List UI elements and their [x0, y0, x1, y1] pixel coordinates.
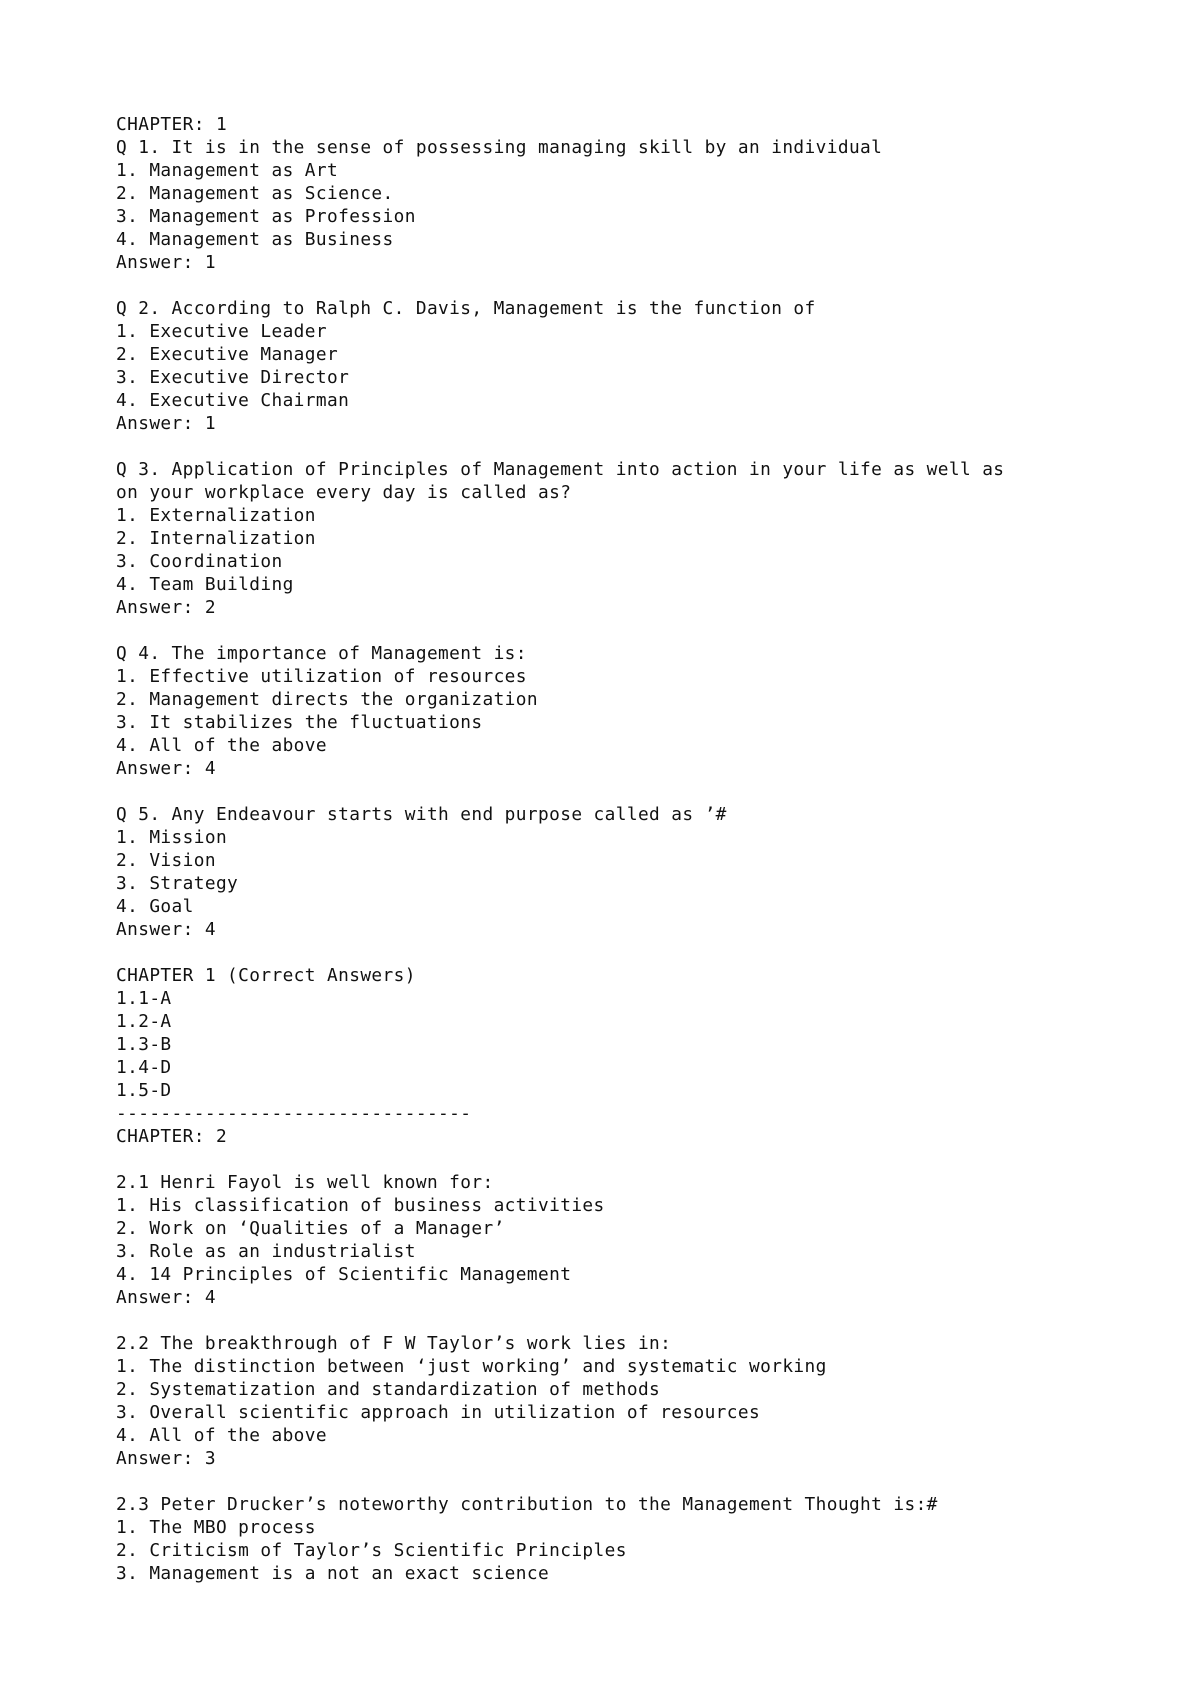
answer-option: 2. Management directs the organization	[116, 689, 538, 710]
answer-option: 1. The distinction between ‘just working’ and systematic working	[116, 1356, 827, 1377]
question-text: Q 3. Application of Principles of Management into action in your life as well as	[116, 459, 1005, 480]
answer-line: Answer: 3	[116, 1448, 216, 1469]
answer-key-entry: 1.4-D	[116, 1057, 172, 1078]
answer-line: Answer: 4	[116, 919, 216, 940]
answer-option: 1. His classification of business activities	[116, 1195, 605, 1216]
answer-option: 4. All of the above	[116, 1425, 327, 1446]
answer-line: Answer: 1	[116, 252, 216, 273]
answer-line: Answer: 4	[116, 1287, 216, 1308]
answer-option: 1. Management as Art	[116, 160, 339, 181]
spacer	[116, 1470, 1176, 1493]
answer-option: 4. 14 Principles of Scientific Management	[116, 1264, 572, 1285]
answer-option: 1. The MBO process	[116, 1517, 316, 1538]
answer-option: 3. Executive Director	[116, 367, 350, 388]
answer-key-entry: 1.3-B	[116, 1034, 172, 1055]
document-page	[116, 113, 1176, 1585]
answer-option: 3. Strategy	[116, 873, 239, 894]
answer-option: 2. Work on ‘Qualities of a Manager’	[116, 1218, 505, 1239]
chapter-heading: CHAPTER: 1	[116, 114, 228, 135]
answer-key-heading: CHAPTER 1 (Correct Answers)	[116, 965, 416, 986]
answer-line: Answer: 1	[116, 413, 216, 434]
question-text: 2.1 Henri Fayol is well known for:	[116, 1172, 494, 1193]
answer-option: 1. Mission	[116, 827, 228, 848]
answer-key-entry: 1.1-A	[116, 988, 172, 1009]
answer-option: 2. Vision	[116, 850, 216, 871]
answer-option: 2. Management as Science.	[116, 183, 394, 204]
answer-option: 1. Externalization	[116, 505, 316, 526]
spacer	[116, 1148, 1176, 1171]
question-text-continued: on your workplace every day is called as?	[116, 482, 572, 503]
question-text: Q 2. According to Ralph C. Davis, Management is the function of	[116, 298, 816, 319]
spacer	[116, 274, 1176, 297]
spacer	[116, 941, 1176, 964]
question-text: 2.3 Peter Drucker’s noteworthy contribution to the Management Thought is:#	[116, 1494, 938, 1515]
answer-option: 4. Executive Chairman	[116, 390, 350, 411]
answer-line: Answer: 2	[116, 597, 216, 618]
question-text: Q 5. Any Endeavour starts with end purpose called as ’#	[116, 804, 727, 825]
answer-option: 3. Management is a not an exact science	[116, 1563, 550, 1584]
answer-option: 3. Overall scientific approach in utilization of resources	[116, 1402, 761, 1423]
question-text: 2.2 The breakthrough of F W Taylor’s work lies in:	[116, 1333, 672, 1354]
answer-option: 2. Systematization and standardization of methods	[116, 1379, 661, 1400]
answer-option: 3. Role as an industrialist	[116, 1241, 416, 1262]
chapter-heading: CHAPTER: 2	[116, 1126, 228, 1147]
answer-option: 3. Coordination	[116, 551, 283, 572]
answer-option: 2. Criticism of Taylor’s Scientific Principles	[116, 1540, 627, 1561]
answer-line: Answer: 4	[116, 758, 216, 779]
spacer	[116, 780, 1176, 803]
answer-option: 3. Management as Profession	[116, 206, 416, 227]
answer-option: 4. Management as Business	[116, 229, 394, 250]
question-text: Q 1. It is in the sense of possessing managing skill by an individual	[116, 137, 883, 158]
answer-option: 2. Executive Manager	[116, 344, 339, 365]
spacer	[116, 435, 1176, 458]
answer-option: 4. Team Building	[116, 574, 294, 595]
answer-option: 3. It stabilizes the fluctuations	[116, 712, 483, 733]
answer-option: 1. Executive Leader	[116, 321, 327, 342]
divider: --------------------------------	[116, 1103, 472, 1124]
answer-option: 1. Effective utilization of resources	[116, 666, 527, 687]
spacer	[116, 619, 1176, 642]
question-text: Q 4. The importance of Management is:	[116, 643, 527, 664]
answer-option: 2. Internalization	[116, 528, 316, 549]
answer-option: 4. All of the above	[116, 735, 327, 756]
answer-key-entry: 1.2-A	[116, 1011, 172, 1032]
spacer	[116, 1309, 1176, 1332]
answer-option: 4. Goal	[116, 896, 194, 917]
answer-key-entry: 1.5-D	[116, 1080, 172, 1101]
